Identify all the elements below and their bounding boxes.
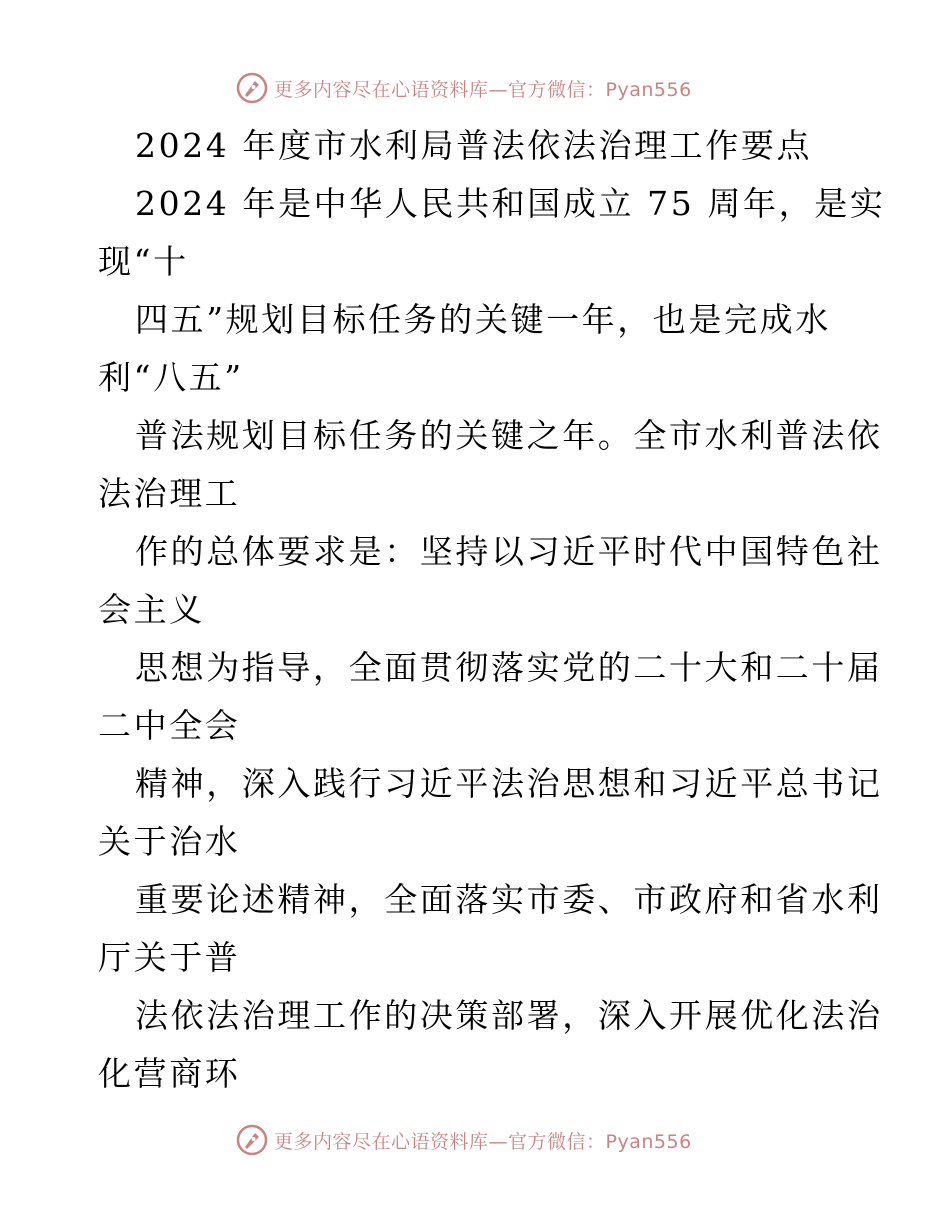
text-line: 重要论述精神，全面落实市委、市政府和省水利 [135,880,883,919]
text-line: 利“八五” [98,358,244,397]
text-line: 化营商环 [98,1054,241,1093]
text-line: 二中全会 [98,706,241,745]
text-line: 四五”规划目标任务的关键一年，也是完成水 [135,300,831,339]
text-line: 作的总体要求是：坚持以习近平时代中国特色社 [135,532,883,571]
text-line: 厅关于普 [98,938,241,977]
watermark-footer [236,1124,692,1156]
text-line: 精神，深入践行习近平法治思想和习近平总书记 [135,764,883,803]
text-line: 思想为指导，全面贯彻落实党的二十大和二十届 [135,648,883,687]
pen-nib-logo-icon [236,1124,268,1156]
watermark-text: 更多内容尽在心语资料库—官方微信：Pyan556 [274,1130,692,1153]
watermark-text: 更多内容尽在心语资料库—官方微信：Pyan556 [274,78,692,101]
pen-nib-logo-icon [236,72,268,104]
text-line: 普法规划目标任务的关键之年。全市水利普法依 [135,416,883,455]
text-line: 关于治水 [98,822,241,861]
text-line: 2024 年是中华人民共和国成立 75 周年，是实 [135,184,886,223]
text-line: 会主义 [98,590,205,629]
watermark-header [236,72,692,104]
document-title: 2024 年度市水利局普法依法治理工作要点 [135,126,813,165]
text-line: 现“十 [98,242,189,281]
text-line: 法治理工 [98,474,241,513]
text-line: 法依法治理工作的决策部署，深入开展优化法治 [135,996,883,1035]
